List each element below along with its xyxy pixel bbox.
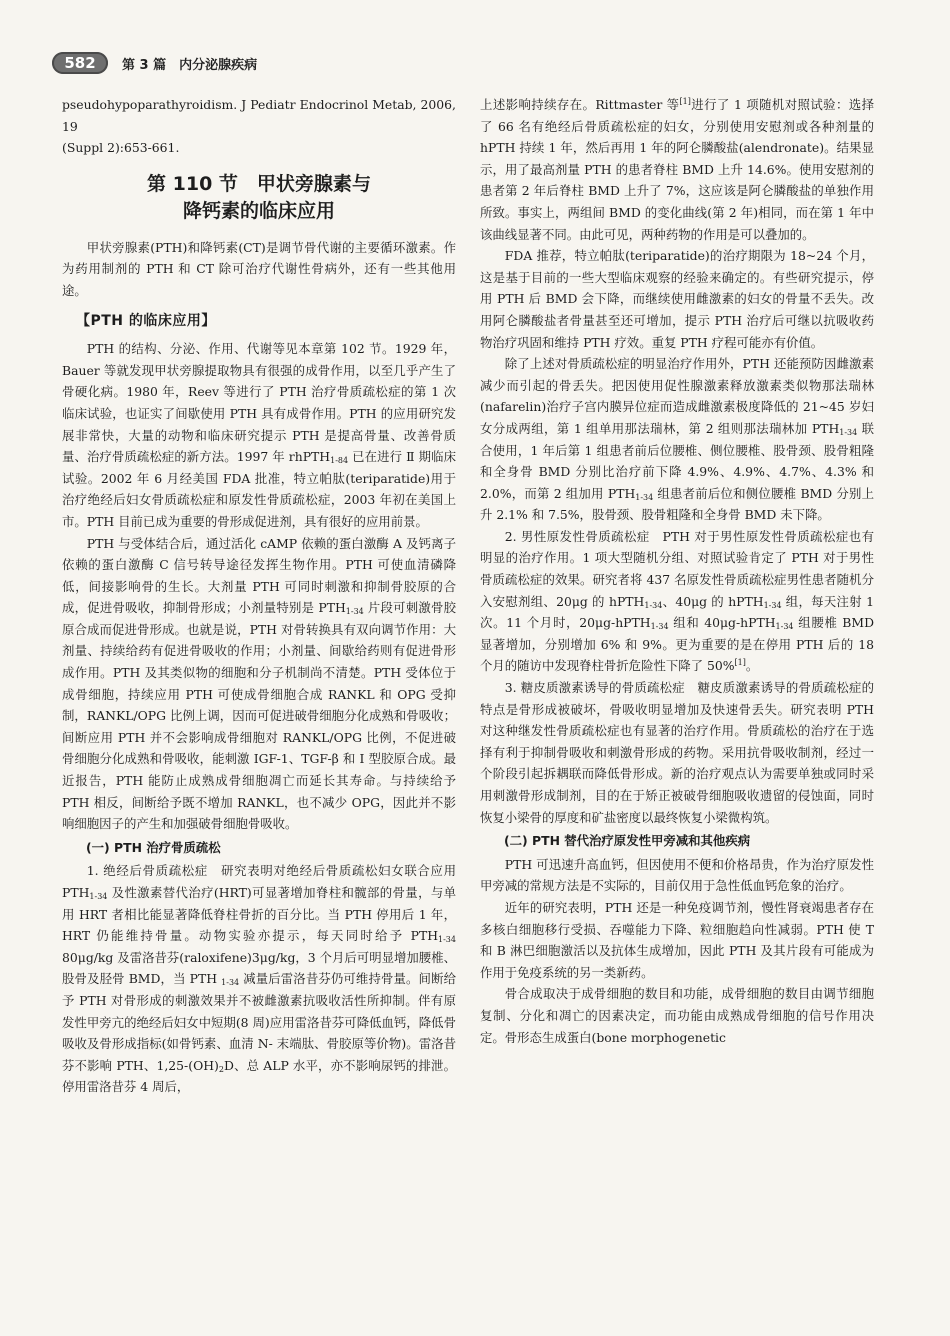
left-column bbox=[62, 94, 456, 1098]
paragraph-glucocorticoid: 3. 糖皮质激素诱导的骨质疏松症 糖皮质激素诱导的骨质疏松症的特点是骨形成被破坏，骨吸收明显增加及快速骨丢失。研究表明 PTH 对这种继发性骨质疏松症也有显著的治疗作用。骨质疏松的治疗在于选择有利于抑制骨吸收和刺激骨形成的药物。采用抗骨吸收制剂，经过一个阶段引起拆耦联而降低骨形成。新的治疗观点认为需要单独或同时采用刺激骨形成制剂，目的在于矫正被破骨细胞吸收遗留的侵蚀面，同时恢复小梁骨的厚度和矿盐密度以最终恢复小梁微构筑。 bbox=[480, 680, 874, 825]
paragraph-calcium: PTH 可迅速升高血钙，但因使用不便和价格昂贵，作为治疗原发性甲旁减的常规方法是不实际的，目前仅用于急性低血钙危象的治疗。 bbox=[480, 856, 874, 894]
paragraph-rittmaster: 上述影响持续存在。Rittmaster 等[1]进行了 1 项随机对照试验：选择了 66 名有绝经后骨质疏松症的妇女，分别使用安慰剂或各种剂量的 hPTH 持续 1 年，然后再用 1 年的阿仑膦酸盐(alendronate)。结果显示，用了最高剂量 PTH 的患者脊柱 BMD 上升 14.6%。使用安慰剂的患者第 2 年后脊柱 BMD 上升了 7%，这应该是阿仑膦酸盐的单独作用所致。事实上，两组间 BMD 的变化曲线(第 2 年)相同，而在第 1 年中该曲线显著不同。由此可见，两种药物的作用是可以叠加的。 bbox=[480, 97, 875, 242]
right-column bbox=[480, 94, 874, 1048]
paragraph-mechanism: PTH 与受体结合后，通过活化 cAMP 依赖的蛋白激酶 A 及钙离子依赖的蛋白激酶 C 信号转导途径发挥生物作用。PTH 可使血清磷降低，间接影响骨的生长。大剂量 PTH 可同时刺激和抑制骨胶原的合成，促进骨吸收，抑制骨形成；小剂量特别是 $PTH_{1-34}$ 片段可刺激骨胶原合成而促进骨形成。也就是说，PTH 对骨转换具有双向调节作用：大剂量、持续给药有促进骨吸收的作用；小剂量、间歇给药则有促进骨形成作用。PTH 及其类似物的细胞和分子机制尚不清楚。PTH 受体位于成骨细胞，持续应用 PTH 可使成骨细胞合成 RANKL 和 OPG 受抑制，RANKL/OPG 比例上调，因而可促进破骨细胞分化成熟和骨吸收；间断应用 PTH 并不会影响成骨细胞对 RANKL/OPG 比例，不促进破骨细胞分化成熟和骨吸收，能刺激 IGF-1、TGF-β 和 Ⅰ 型胶原合成。最近报告，PTH 能防止成熟成骨细胞凋亡而延长其寿命。与持续给予 PTH 相反，间断给予既不增加 RANKL，也不减少 OPG，因此并不影响细胞因子的产生和加强破骨细胞骨吸收。 bbox=[62, 535, 456, 832]
reference-tail bbox=[62, 94, 456, 159]
paragraph-male-osteoporosis: 2. 男性原发性骨质疏松症 PTH 对于男性原发性骨质疏松症也有明显的治疗作用。1 项大型随机分组、对照试验肯定了 PTH 对于男性骨质疏松症的效果。研究者将 437 名原发性骨质疏松症男性患者随机分入安慰剂组、20μg 的 hPTH$_{1-34}$、40μg 的 hPTH$_{1-34}$ 组，每天注射 1 次。11 个月时，20μg-hPTH$_{1-34}$ 组和 40μg-hPTH$_{1-34}$ 组腰椎 BMD 显著增加，分别增加 6% 和 9%。更为重要的是在停用 PTH 后的 18 个月的随访中发现脊柱骨折危险性下降了 50%[1]。 bbox=[480, 528, 875, 674]
pth-clinical-heading: 【PTH 的临床应用】 bbox=[76, 312, 216, 329]
sub-heading-hypoparathyroidism: (二) PTH 替代治疗原发性甲旁减和其他疾病 bbox=[504, 833, 751, 849]
paragraph-postmenopausal: 1. 绝经后骨质疏松症 研究表明对绝经后骨质疏松妇女联合应用 $PTH_{1-34}$ 及性激素替代治疗(HRT)可显著增加脊柱和髋部的骨量，与单用 HRT 者相比能显著降低脊柱骨折的百分比。当 PTH 停用后 1 年，HRT 仍能维持骨量。动物实验亦提示，每天同时给予 $PTH_{1-34}$ 80μg/kg 及雷洛昔芬(raloxifene)3μg/kg，3 个月后可明显增加腰椎、股骨及胫骨 BMD，当 PTH $_{1-34}$ 减量后雷洛昔芬仍可维持骨量。间断给予 PTH 对骨形成的刺激效果并不被雌激素抗吸收活性所抑制。伴有原发性甲旁亢的绝经后妇女中短期(8 周)应用雷洛昔芬可降低血钙，降低骨吸收及骨形成指标(如骨钙素、血清 N- 末端肽、骨胶原等价物)。雷洛昔芬不影响 PTH、$1,25-(OH)_2D$、总 ALP 水平，亦不影响尿钙的排泄。停用雷洛昔芬 4 周后， bbox=[62, 863, 456, 1095]
citation: [1] bbox=[679, 97, 691, 106]
sub-heading-osteoporosis: (一) PTH 治疗骨质疏松 bbox=[86, 839, 221, 855]
running-title: 第 3 篇 内分泌腺疾病 bbox=[122, 57, 258, 73]
citation: [1] bbox=[734, 658, 746, 668]
paragraph-history: PTH 的结构、分泌、作用、代谢等见本章第 102 节。1929 年，Bauer 等就发现甲状旁腺提取物具有很强的成骨作用，以至几乎产生了骨硬化病。1980 年，Reev 等进行了 PTH 治疗骨质疏松症的第 1 次临床试验，也证实了间歇使用 PTH 具有成骨作用。PTH 的应用研究发展非常快，大量的动物和临床研究提示 PTH 是提高骨量、改善骨质量、治疗骨质疏松症的新方法。1997 年 rhPTH$_{1-84}$ 已在进行 Ⅱ 期临床试验。2002 年 6 月经美国 FDA 批准，特立帕肽(teriparatide)用于治疗绝经后妇女骨质疏松症和原发性骨质疏松症，2003 年初在美国上市。PTH 目前已成为重要的骨形成促进剂，具有很好的应用前景。 bbox=[62, 341, 456, 529]
section-title-line-2: 降钙素的临床应用 bbox=[182, 199, 335, 222]
page-number: 582 bbox=[52, 52, 108, 74]
section-title bbox=[62, 171, 456, 225]
paragraph-immune: 近年的研究表明，PTH 还是一种免疫调节剂，慢性肾衰竭患者存在多核白细胞移行受损、吞噬能力下降、粒细胞趋向性减弱。PTH 使 T 和 B 淋巴细胞激活以及抗体生成增加，因此 PTH 及其片段有可能成为作用于免疫系统的另一类新药。 bbox=[480, 899, 874, 980]
intro-paragraph: 甲状旁腺素(PTH)和降钙素(CT)是调节骨代谢的主要循环激素。作为药用制剂的 PTH 和 CT 除可治疗代谢性骨病外，还有一些其他用途。 bbox=[62, 239, 456, 298]
section-title-line-1: 第 110 节 甲状旁腺素与 bbox=[147, 172, 371, 195]
paragraph-fda: FDA 推荐，特立帕肽(teriparatide)的治疗期限为 18~24 个月，这是基于目前的一些大型临床观察的经验来确定的。有些研究提示，停用 PTH 后 BMD 会下降，而继续使用雌激素的妇女的骨量不丢失。改用阿仑膦酸盐者骨量甚至还可增加，提示 PTH 治疗后可继以抗吸收药物治疗巩固和维持 PTH 疗效。重复 PTH 疗程可能亦有价值。 bbox=[480, 248, 874, 350]
reference-tail-line-2: (Suppl 2):653-661. bbox=[62, 140, 180, 156]
page-header bbox=[52, 50, 257, 76]
paragraph-bone-synthesis: 骨合成取决于成骨细胞的数目和功能，成骨细胞的数目由调节细胞复制、分化和凋亡的因素决定，而功能由成熟成骨细胞的信号作用决定。骨形态生成蛋白(bone morphogenetic bbox=[480, 986, 874, 1045]
reference-tail-line-1: pseudohypoparathyroidism. J Pediatr Endocrinol Metab, 2006, 19 bbox=[62, 97, 456, 134]
paragraph-nafarelin: 除了上述对骨质疏松症的明显治疗作用外，PTH 还能预防因雌激素减少而引起的骨丢失。把因使用促性腺激素释放激素类似物那法瑞林(nafarelin)治疗子宫内膜异位症而造成雌激素极度降低的 21~45 岁妇女分成两组，第 1 组单用那法瑞林，第 2 组则那法瑞林加 $PTH_{1-34}$ 联合使用，1 年后第 1 组患者前后位腰椎、侧位腰椎、股骨颈、股骨粗隆和全身骨 BMD 分别比治疗前下降 4.9%、4.9%、4.7%、4.3% 和 2.0%，而第 2 组加用 $PTH_{1-34}$ 组患者前后位和侧位腰椎 BMD 分别上升 2.1% 和 7.5%，股骨颈、股骨粗隆和全身骨 BMD 未下降。 bbox=[480, 356, 874, 523]
